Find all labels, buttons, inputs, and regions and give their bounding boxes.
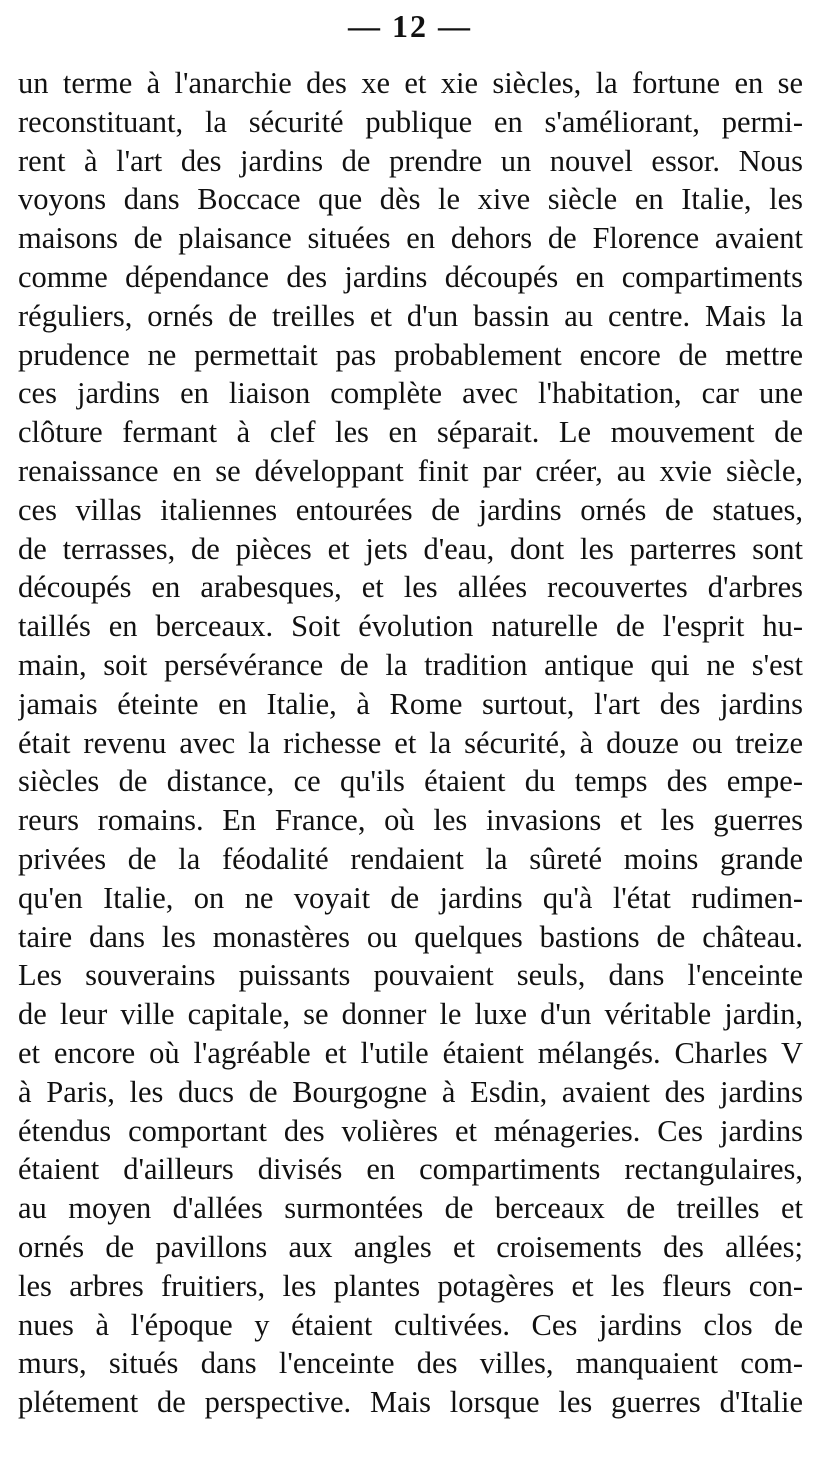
text-line: ces villas italiennes entourées de jardins ornés de statues, — [18, 492, 803, 527]
page-number: — 12 — — [348, 8, 472, 44]
text-line: reconstituant, la sécurité publique en s'améliorant, permi- — [18, 104, 803, 139]
text-line: siècles de distance, ce qu'ils étaient du temps des empe- — [18, 764, 803, 799]
text-line: clôture fermant à clef les en séparait. Le mouvement de — [18, 415, 803, 450]
text-line: rent à l'art des jardins de prendre un nouvel essor. Nous — [18, 143, 803, 178]
text-line: taire dans les monastères ou quelques bastions de château. — [18, 919, 803, 954]
text-line: taillés en berceaux. Soit évolution naturelle de l'esprit hu- — [18, 609, 803, 644]
text-line: de leur ville capitale, se donner le luxe d'un véritable jardin, — [18, 997, 803, 1032]
text-line: renaissance en se développant finit par créer, au xvie siècle, — [18, 453, 803, 488]
text-line: qu'en Italie, on ne voyait de jardins qu'à l'état rudimen- — [18, 880, 803, 915]
text-line: main, soit persévérance de la tradition antique qui ne s'est — [18, 647, 803, 682]
text-line: maisons de plaisance situées en dehors de Florence avaient — [18, 221, 803, 256]
text-line: plétement de perspective. Mais lorsque les guerres d'Italie — [18, 1385, 803, 1420]
text-line: ces jardins en liaison complète avec l'habitation, car une — [18, 376, 803, 411]
text-line: et encore où l'agréable et l'utile étaient mélangés. Charles V — [18, 1035, 803, 1070]
text-line: nues à l'époque y étaient cultivées. Ces jardins clos de — [18, 1307, 803, 1342]
text-line: les arbres fruitiers, les plantes potagères et les fleurs con- — [18, 1268, 803, 1303]
text-line: murs, situés dans l'enceinte des villes, manquaient com- — [18, 1346, 803, 1381]
text-line: étendus comportant des volières et ménageries. Ces jardins — [18, 1113, 803, 1148]
text-line: comme dépendance des jardins découpés en compartiments — [18, 259, 803, 294]
text-line: prudence ne permettait pas probablement encore de mettre — [18, 337, 803, 372]
text-line: découpés en arabesques, et les allées recouvertes d'arbres — [18, 570, 803, 605]
text-line: de terrasses, de pièces et jets d'eau, dont les parterres sont — [18, 531, 803, 566]
text-line: jamais éteinte en Italie, à Rome surtout, l'art des jardins — [18, 686, 803, 721]
text-line: ornés de pavillons aux angles et croisements des allées; — [18, 1229, 803, 1264]
text-line: Les souverains puissants pouvaient seuls, dans l'enceinte — [18, 958, 803, 993]
body-text — [18, 64, 803, 1422]
text-line: étaient d'ailleurs divisés en compartiments rectangulaires, — [18, 1152, 803, 1187]
text-line: à Paris, les ducs de Bourgogne à Esdin, avaient des jardins — [18, 1074, 803, 1109]
text-line: réguliers, ornés de treilles et d'un bassin au centre. Mais la — [18, 298, 803, 333]
text-line: au moyen d'allées surmontées de berceaux de treilles et — [18, 1191, 803, 1226]
text-line: un terme à l'anarchie des xe et xie siècles, la fortune en se — [18, 66, 803, 100]
text-line: privées de la féodalité rendaient la sûreté moins grande — [18, 841, 803, 876]
text-line: était revenu avec la richesse et la sécurité, à douze ou treize — [18, 725, 803, 760]
text-line: reurs romains. En France, où les invasions et les guerres — [18, 803, 803, 838]
text-line: voyons dans Boccace que dès le xive siècle en Italie, les — [18, 182, 803, 217]
